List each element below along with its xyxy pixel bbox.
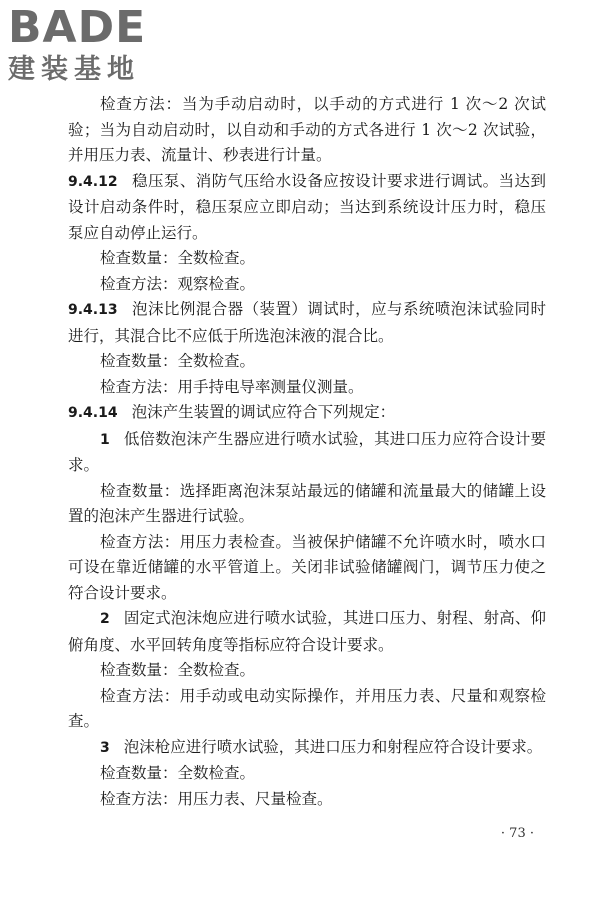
list-item bbox=[68, 735, 546, 762]
item-text: 低倍数泡沫产生器应进行喷水试验，其进口压力应符合设计要求。 bbox=[68, 429, 546, 474]
item-text: 泡沫枪应进行喷水试验，其进口压力和射程应符合设计要求。 bbox=[123, 737, 543, 756]
clause-number: 9.4.13 bbox=[68, 302, 118, 318]
clause-text: 稳压泵、消防气压给水设备应按设计要求进行调试。当达到设计启动条件时，稳压泵应立即启动；当达到系统设计压力时，稳压泵应自动停止运行。 bbox=[68, 171, 546, 242]
item-text: 固定式泡沫炮应进行喷水试验，其进口压力、射程、射高、仰俯角度、水平回转角度等指标应符合设计要求。 bbox=[68, 609, 546, 654]
item-number: 3 bbox=[100, 739, 110, 756]
check-paragraph: 检查方法：观察检查。 bbox=[100, 274, 256, 293]
clause-text: 泡沫产生装置的调试应符合下列规定： bbox=[131, 403, 396, 421]
clause-paragraph bbox=[68, 297, 546, 349]
list-item bbox=[68, 427, 546, 479]
check-paragraph: 检查方法：用压力表检查。当被保护储罐不允许喷水时，喷水口可设在靠近储罐的水平管道上。关闭非试验储罐阀门，调节压力使之符合设计要求。 bbox=[68, 532, 546, 602]
check-paragraph: 检查数量：选择距离泡沫泵站最远的储罐和流量最大的储罐上设置的泡沫产生器进行试验。 bbox=[68, 481, 546, 525]
clause-number: 9.4.12 bbox=[68, 173, 118, 190]
item-number: 2 bbox=[100, 611, 110, 627]
logo-subtitle: 建装基地 bbox=[8, 54, 140, 85]
check-paragraph: 检查数量：全数检查。 bbox=[100, 661, 256, 679]
check-paragraph: 检查数量：全数检查。 bbox=[100, 352, 256, 370]
document-body bbox=[68, 92, 546, 812]
check-paragraph: 检查方法：用手动或电动实际操作，并用压力表、尺量和观察检查。 bbox=[68, 686, 546, 730]
check-paragraph: 检查数量：全数检查。 bbox=[100, 764, 256, 782]
check-paragraph: 检查方法：用压力表、尺量检查。 bbox=[100, 789, 333, 808]
clause-number: 9.4.14 bbox=[68, 405, 118, 421]
item-number: 1 bbox=[100, 431, 110, 448]
check-paragraph: 检查方法：当为手动启动时，以手动的方式进行 1 次～2 次试验；当为自动启动时，以自动和手动的方式各进行 1 次～2 次试验，并用压力表、流量计、秒表进行计量。 bbox=[68, 95, 546, 164]
check-paragraph: 检查方法：用手持电导率测量仪测量。 bbox=[100, 377, 364, 396]
page-number: · 73 · bbox=[500, 826, 534, 841]
check-paragraph: 检查数量：全数检查。 bbox=[100, 249, 256, 267]
list-item bbox=[68, 606, 546, 658]
clause-paragraph bbox=[68, 169, 546, 247]
logo-wordmark: BADE bbox=[8, 2, 147, 53]
clause-text: 泡沫比例混合器（装置）调试时，应与系统喷泡沫试验同时进行，其混合比不应低于所选泡沫液的混合比。 bbox=[68, 300, 546, 345]
clause-paragraph bbox=[68, 400, 546, 427]
bade-logo bbox=[6, 4, 176, 90]
